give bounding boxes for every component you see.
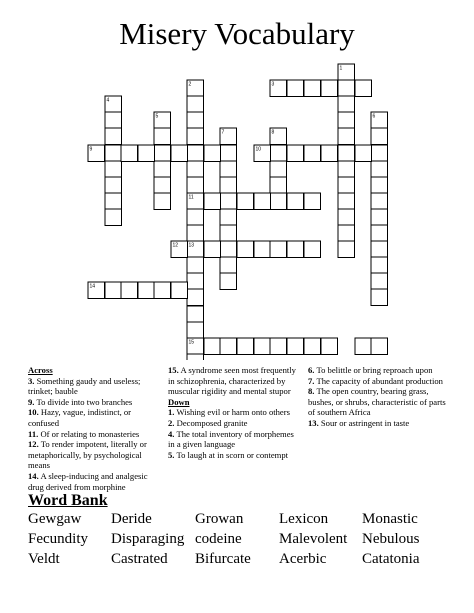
grid-cell[interactable] [154,193,171,210]
across-clue: 3. Something gaudy and useless; trinket; bauble [28,375,141,397]
grid-cell[interactable] [338,209,355,226]
grid-cell[interactable] [138,145,155,162]
grid-cell[interactable] [204,145,221,162]
clue-number: 7 [221,129,225,136]
grid-cell[interactable] [355,145,372,162]
grid-cell[interactable] [371,145,388,162]
across-clue: 9. To divide into two branches [28,396,133,407]
clues-column-1 [28,365,158,492]
grid-cell[interactable] [105,128,122,145]
clue-number: 8 [271,129,275,136]
grid-cell[interactable] [237,193,254,210]
grid-cell[interactable] [287,338,304,355]
word-bank [0,510,474,610]
grid-cell[interactable] [321,338,338,355]
word-bank-word: Castrated [111,551,168,567]
clue-number: 11 [188,194,194,201]
grid-cell[interactable] [338,96,355,113]
across-clue: 11. Of or relating to monasteries [28,428,140,439]
down-heading: Down [168,396,190,407]
grid-cell[interactable] [154,177,171,194]
grid-cell[interactable] [220,273,237,290]
clue-number: 2 [188,81,192,88]
grid-cell[interactable] [338,80,355,97]
grid-cell[interactable] [220,177,237,194]
grid-cell[interactable] [220,193,237,210]
clue-number: 3 [271,81,275,88]
word-bank-word: Fecundity [28,531,88,547]
clue-number: 4 [106,97,110,104]
grid-cell[interactable] [187,161,204,178]
grid-cell[interactable] [371,193,388,210]
grid-cell[interactable] [321,145,338,162]
grid-cell[interactable] [270,241,287,258]
grid-cell[interactable] [304,80,321,97]
grid-cell[interactable] [187,128,204,145]
grid-cell[interactable] [355,80,372,97]
grid-cell[interactable] [187,289,204,306]
across-heading: Across [28,365,53,375]
grid-cell[interactable] [204,338,221,355]
clue-number: 10 [255,146,262,153]
grid-cell[interactable] [287,145,304,162]
across-clue: 10. Hazy, vague, indistinct, or confused [28,407,132,428]
grid-cell[interactable] [204,193,221,210]
grid-cell[interactable] [270,161,287,178]
clues-column-3 [308,365,446,429]
grid-cell[interactable] [187,354,204,360]
grid-cell[interactable] [355,338,372,355]
clues-column-2 [168,365,298,460]
grid-cell[interactable] [105,209,122,226]
word-bank-word: Deride [111,511,152,527]
clue-number: 1 [339,65,343,72]
word-bank-word: Acerbic [279,551,327,567]
grid-cell[interactable] [371,225,388,242]
grid-cell[interactable] [187,225,204,242]
clue-number: 13 [188,242,195,249]
grid-cell[interactable] [338,193,355,210]
down-clue: 7. The capacity of abundant production [308,375,443,386]
grid-cell[interactable] [121,282,138,299]
word-bank-word: Growan [195,511,244,527]
grid-cell[interactable] [220,225,237,242]
grid-cell[interactable] [254,241,271,258]
down-clue: 8. The open country, bearing grass, bushes, or shrubs, characteristic of parts of southern Africa [308,386,446,418]
clue-number: 14 [89,283,96,290]
grid-cell[interactable] [105,177,122,194]
grid-cell[interactable] [371,128,388,145]
word-bank-word: Bifurcate [195,551,251,567]
grid-cell[interactable] [371,161,388,178]
grid-cell[interactable] [220,338,237,355]
grid-cell[interactable] [187,257,204,274]
grid-cell[interactable] [105,282,122,299]
grid-cell[interactable] [371,241,388,258]
grid-cell[interactable] [371,257,388,274]
grid-cell[interactable] [270,145,287,162]
clue-number: 12 [172,242,179,249]
word-bank-word: Monastic [362,511,418,527]
grid-cell[interactable] [138,282,155,299]
grid-cell[interactable] [105,145,122,162]
grid-cell[interactable] [187,306,204,323]
down-clue: 13. Sour or astringent in taste [308,417,410,428]
grid-cell[interactable] [220,257,237,274]
grid-cell[interactable] [154,282,171,299]
across-clue: 14. A sleep-inducing and analgesic drug derived from morphine [28,470,148,492]
grid-cell[interactable] [338,161,355,178]
clue-number: 15 [188,339,195,346]
across-clue: 15. A syndrome seen most frequently in schizophrenia, characterized by muscular rigidity and mental stupor [168,365,296,397]
word-bank-title: Word Bank [28,492,108,509]
grid-cell[interactable] [304,193,321,210]
grid-cell[interactable] [338,225,355,242]
grid-cell[interactable] [338,241,355,258]
grid-cell[interactable] [187,273,204,290]
word-bank-word: Veldt [28,551,60,567]
word-bank-word: Disparaging [111,531,185,547]
clue-number: 5 [155,113,159,120]
grid-cell[interactable] [287,193,304,210]
word-bank-word: Nebulous [362,531,420,547]
page-title: Misery Vocabulary [119,16,355,51]
grid-cell[interactable] [304,338,321,355]
grid-cell[interactable] [105,161,122,178]
grid-cell[interactable] [371,338,388,355]
grid-cell[interactable] [187,322,204,339]
grid-cell[interactable] [171,282,188,299]
grid-cell[interactable] [287,80,304,97]
grid-cell[interactable] [171,145,188,162]
grid-cell[interactable] [187,177,204,194]
word-bank-word: Lexicon [279,511,329,527]
grid-cell[interactable] [220,161,237,178]
grid-cell[interactable] [304,145,321,162]
grid-cell[interactable] [371,177,388,194]
grid-cell[interactable] [187,145,204,162]
grid-cell[interactable] [371,209,388,226]
grid-cell[interactable] [321,80,338,97]
word-bank-word: Catatonia [362,551,420,567]
down-clue: 4. The total inventory of morphemes in a given language [168,428,294,450]
down-clue: 5. To laugh at in scorn or contempt [168,449,289,460]
grid-cell[interactable] [338,177,355,194]
grid-cell[interactable] [254,193,271,210]
grid-cell[interactable] [187,96,204,113]
grid-cell[interactable] [220,145,237,162]
clue-number: 6 [372,113,376,120]
clue-number: 9 [89,146,93,153]
grid-cell[interactable] [338,128,355,145]
word-bank-word: Malevolent [279,531,348,547]
grid-cell[interactable] [371,289,388,306]
grid-cell[interactable] [154,161,171,178]
grid-cell[interactable] [237,338,254,355]
grid-cell[interactable] [270,193,287,210]
grid-cell[interactable] [154,128,171,145]
grid-cell[interactable] [105,193,122,210]
grid-cell[interactable] [237,241,254,258]
grid-cell[interactable] [204,241,221,258]
down-clue: 2. Decomposed granite [168,417,248,428]
grid-cell[interactable] [220,241,237,258]
grid-cell[interactable] [338,112,355,129]
grid-cell[interactable] [105,112,122,129]
grid-cell[interactable] [287,241,304,258]
grid-cell[interactable] [270,177,287,194]
grid-cell[interactable] [187,112,204,129]
grid-cell[interactable] [371,273,388,290]
across-clue: 12. To render impotent, literally or metaphorically, by psychological means [28,439,147,471]
word-bank-word: codeine [195,531,242,547]
down-clue: 6. To belittle or bring reproach upon [308,365,433,375]
word-bank-word: Gewgaw [28,511,82,527]
grid-cell[interactable] [220,209,237,226]
grid-cell[interactable] [304,241,321,258]
down-clue: 1. Wishing evil or harm onto others [168,407,290,418]
grid-cell[interactable] [338,145,355,162]
grid-cell[interactable] [270,338,287,355]
grid-cell[interactable] [121,145,138,162]
grid-cell[interactable] [154,145,171,162]
grid-cell[interactable] [187,209,204,226]
grid-cell[interactable] [254,338,271,355]
